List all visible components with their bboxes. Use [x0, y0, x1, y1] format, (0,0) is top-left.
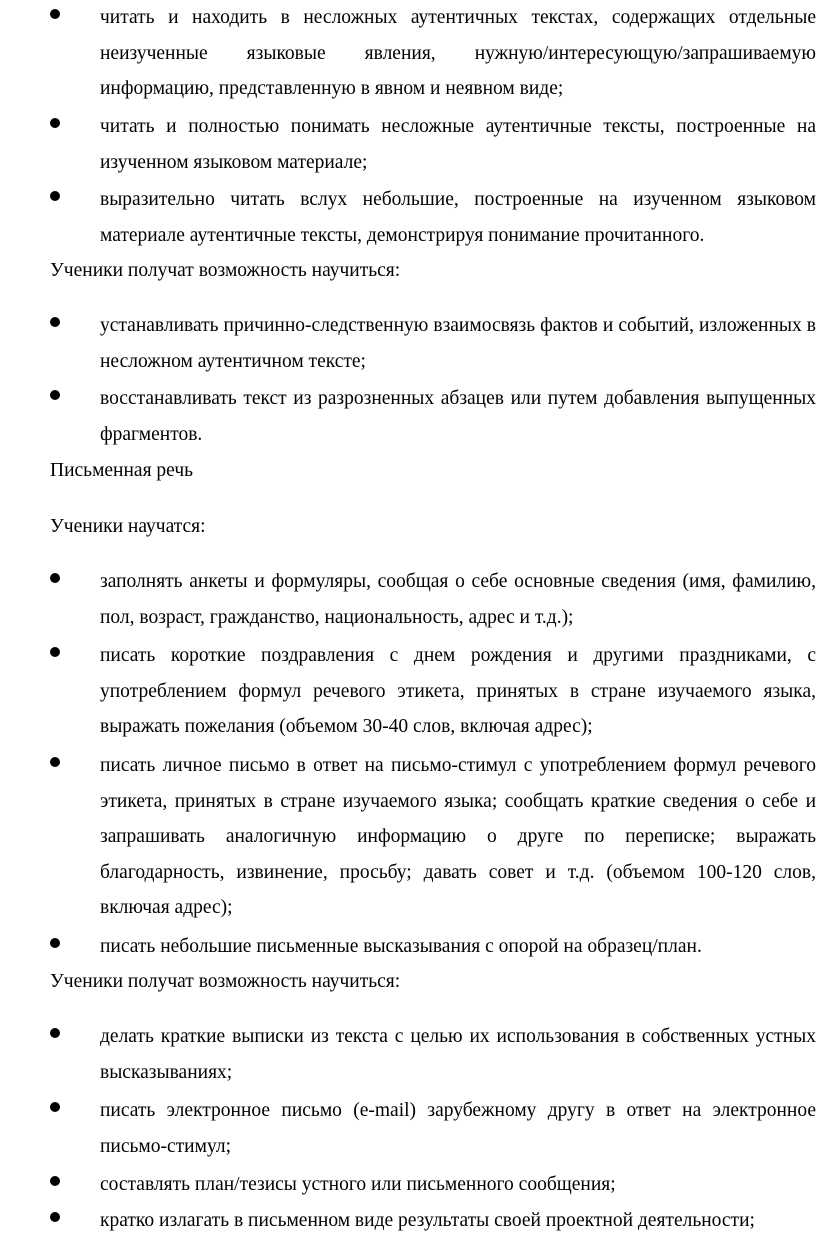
list-item — [0, 1167, 816, 1203]
bullet-icon — [50, 938, 60, 948]
list-item — [0, 1203, 816, 1239]
bullet-icon — [50, 9, 60, 19]
list-item-text: читать и полностью понимать несложные аутентичные тексты, построенные на изученном языковом материале; — [100, 116, 816, 173]
bullet-icon — [50, 191, 60, 201]
list-item-text: делать краткие выписки из текста с целью их использования в собственных устных высказываниях; — [100, 1026, 816, 1083]
list-item — [0, 0, 816, 107]
list-item — [0, 182, 816, 253]
list-item-text: устанавливать причинно-следственную взаимосвязь фактов и событий, изложенных в несложном аутентичном тексте; — [100, 315, 816, 372]
list-item-text: выразительно читать вслух небольшие, построенные на изученном языковом материале аутентичные тексты, демонстрируя понимание прочитанного. — [100, 189, 816, 246]
list-item-text: писать короткие поздравления с днем рождения и другими праздниками, с употреблением формул речевого этикета, принятых в стране изучаемого языка, выражать пожелания (объемом 30-40 слов, включая адрес); — [100, 645, 816, 737]
bullet-icon — [50, 573, 60, 583]
subheading-learn: Ученики научатся: — [50, 516, 206, 537]
list-item — [0, 109, 816, 180]
list-item — [0, 1019, 816, 1090]
bullet-icon — [50, 1102, 60, 1112]
list-item — [0, 1093, 816, 1164]
list-item — [0, 748, 816, 926]
bullet-icon — [50, 757, 60, 767]
bullet-icon — [50, 390, 60, 400]
list-item — [0, 638, 816, 745]
list-item — [0, 564, 816, 635]
list-item — [0, 308, 816, 379]
list-item-text: писать небольшие письменные высказывания с опорой на образец/план. — [100, 936, 702, 957]
list-item-text: писать электронное письмо (e-mail) зарубежному другу в ответ на электронное письмо-стимул; — [100, 1100, 816, 1157]
list-item-text: заполнять анкеты и формуляры, сообщая о себе основные сведения (имя, фамилию, пол, возраст, гражданство, национальность, адрес и т.д.); — [100, 571, 816, 628]
bullet-icon — [50, 118, 60, 128]
list-item-text: восстанавливать текст из разрозненных абзацев или путем добавления выпущенных фрагментов. — [100, 388, 816, 445]
bullet-icon — [50, 317, 60, 327]
bullet-icon — [50, 1028, 60, 1038]
subheading-opportunity: Ученики получат возможность научиться: — [50, 260, 401, 281]
list-item-text: кратко излагать в письменном виде результаты своей проектной деятельности; — [100, 1210, 755, 1231]
list-item-text: писать личное письмо в ответ на письмо-стимул с употреблением формул речевого этикета, принятых в стране изучаемого языка; сообщать краткие сведения о себе и запрашивать аналогичную информацию о друге по переписке; выражать благодарность, извинение, просьбу; давать совет и т.д. (объемом 100-120 слов, включая адрес); — [100, 755, 816, 918]
bullet-icon — [50, 1176, 60, 1186]
bullet-icon — [50, 1212, 60, 1222]
bullet-icon — [50, 647, 60, 657]
section-title: Письменная речь — [50, 460, 194, 481]
subheading-opportunity: Ученики получат возможность научиться: — [50, 971, 401, 992]
list-item-text: читать и находить в несложных аутентичных текстах, содержащих отдельные неизученные языковые явления, нужную/интересующую/запрашиваемую информацию, представленную в явном и неявном виде; — [100, 7, 816, 99]
list-item — [0, 381, 816, 452]
list-item-text: составлять план/тезисы устного или письменного сообщения; — [100, 1174, 616, 1195]
list-item — [0, 929, 816, 965]
